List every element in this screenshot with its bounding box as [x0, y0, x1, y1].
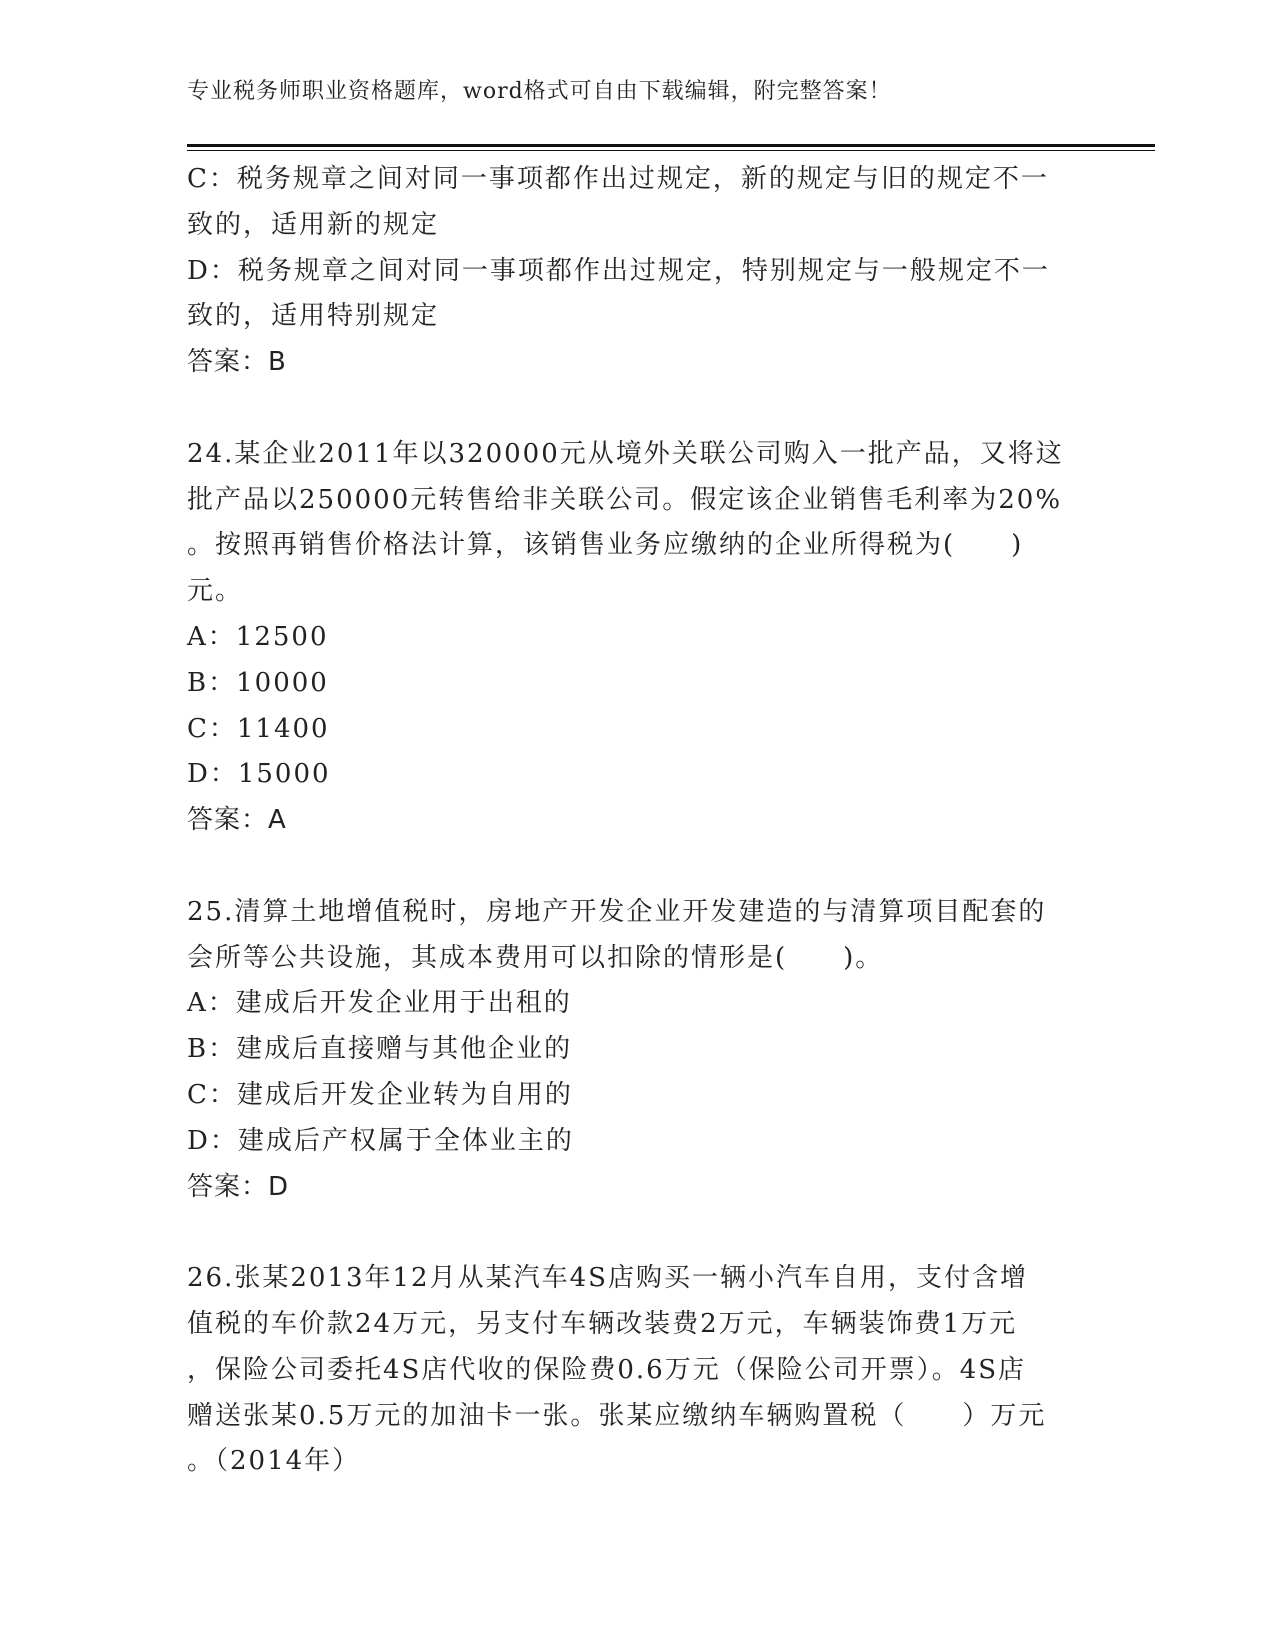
q24-option-b: B：10000 [187, 667, 329, 698]
q24-stem-line2: 批产品以250000元转售给非关联公司。假定该企业销售毛利率为20% [187, 484, 1063, 515]
q26-stem-line4: 赠送张某0.5万元的加油卡一张。张某应缴纳车辆购置税（ ）万元 [187, 1400, 1047, 1431]
q25-option-c: C：建成后开发企业转为自用的 [187, 1079, 573, 1110]
q23-option-c-line1: C：税务规章之间对同一事项都作出过规定，新的规定与旧的规定不一 [187, 164, 1049, 194]
q23-option-d-line1: D：税务规章之间对同一事项都作出过规定，特别规定与一般规定不一 [187, 255, 1050, 286]
q25-stem-line2: 会所等公共设施，其成本费用可以扣除的情形是( )。 [187, 942, 884, 973]
q24-option-d: D：15000 [187, 759, 331, 790]
q23-option-d-line2: 致的，适用特别规定 [187, 301, 440, 332]
q25-answer: 答案：D [187, 1171, 290, 1202]
q25-option-a: A：建成后开发企业用于出租的 [187, 988, 572, 1019]
q24-answer: 答案：A [187, 805, 287, 836]
q26-stem-line2: 值税的车价款24万元，另支付车辆改装费2万元，车辆装饰费1万元 [187, 1308, 1018, 1339]
q25-option-b: B：建成后直接赠与其他企业的 [187, 1034, 573, 1065]
q26-stem-line1: 26.张某2013年12月从某汽车4S店购买一辆小汽车自用，支付含增 [187, 1263, 1028, 1294]
header-rule-thin [187, 150, 1155, 151]
q24-stem-line1: 24.某企业2011年以320000元从境外关联公司购入一批产品，又将这 [187, 438, 1064, 469]
page-header: 专业税务师职业资格题库，word格式可自由下载编辑，附完整答案！ [187, 79, 892, 104]
header-rule-thick [187, 144, 1155, 147]
q24-stem-line4: 元。 [187, 576, 244, 607]
q24-option-c: C：11400 [187, 713, 330, 744]
q23-answer: 答案：B [187, 347, 287, 378]
q23-option-c-line2: 致的，适用新的规定 [187, 209, 440, 240]
q24-stem-line3: 。按照再销售价格法计算，该销售业务应缴纳的企业所得税为( ) [187, 530, 1024, 561]
q26-stem-line3: ，保险公司委托4S店代收的保险费0.6万元（保险公司开票）。4S店 [187, 1354, 1027, 1385]
q24-option-a: A：12500 [187, 621, 329, 652]
question-content [187, 157, 1087, 1485]
q26-stem-line5: 。（2014年） [187, 1446, 361, 1477]
q25-option-d: D：建成后产权属于全体业主的 [187, 1125, 574, 1156]
q25-stem-line1: 25.清算土地增值税时，房地产开发企业开发建造的与清算项目配套的 [187, 896, 1047, 927]
